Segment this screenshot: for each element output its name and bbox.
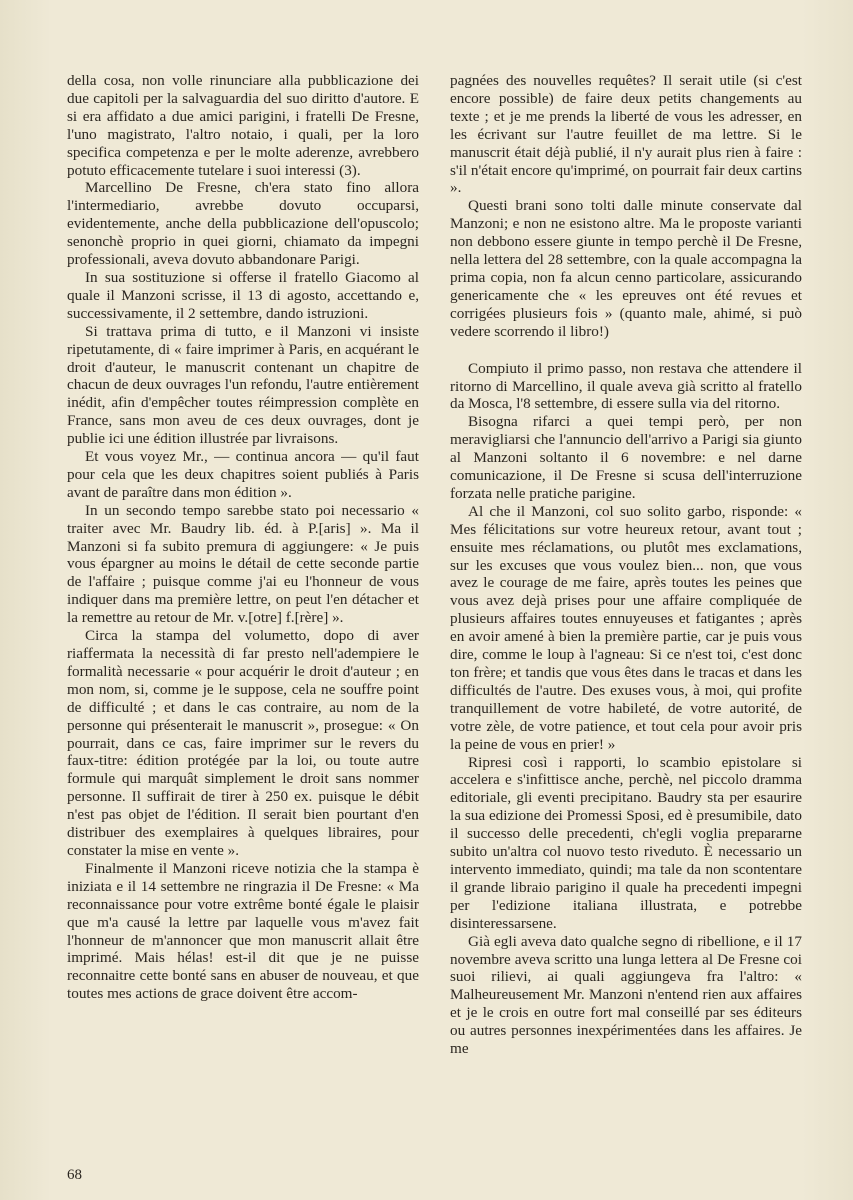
page-number: 68 — [67, 1167, 82, 1183]
paragraph: della cosa, non volle rinunciare alla pubblicazione dei due capitoli per la salvaguardia del suo diritto d'autore. E si era affidato a due amici parigini, i fratelli De Fresne, l'uno magistrato, l'altro notaio, i quali, per la loro specifica competenza e per le molte aderenze, avrebbero potuto efficacemente tutelare i suoi interessi (3). — [67, 72, 419, 179]
paragraph: Ripresi così i rapporti, lo scambio epistolare si accelera e s'infittisce anche, perchè, nel piccolo dramma editoriale, gli eventi precipitano. Baudry sta per esaurire la sua edizione dei Promessi Sposi, ed è presumibile, dato il successo delle precedenti, ch'egli voglia prepararne subito un'altra col nuovo testo riveduto. È necessario un intervento immediato, quindi; ma tale da non scontentare il grande libraio parigino il quale ha precedenti impegni per l'edizione italiana illustrata, e potrebbe disinteressarsene. — [450, 753, 802, 932]
paragraph: Finalmente il Manzoni riceve notizia che la stampa è iniziata e il 14 settembre ne ringrazia il De Fresne: « Ma reconnaissance pour votre extrême bonté égale le plaisir que m'a causé la lettre par laquelle vous m'avez fait l'honneur de m'annoncer que mon manuscrit allait être imprimé. Mais hélas! est-il dit que je ne puisse reconnaitre cette bonté sans en abuser de nouveau, et que toutes mes actions de grace doivent être accom- — [67, 859, 419, 1003]
paragraph: Bisogna rifarci a quei tempi però, per non meravigliarsi che l'annuncio dell'arrivo a Parigi sia giunto al Manzoni soltanto il 6 novembre: e nel darne comunicazione, il De Fresne si scusa dell'interruzione forzata nelle pratiche parigine. — [450, 413, 802, 502]
paragraph: Questi brani sono tolti dalle minute conservate dal Manzoni; e non ne esistono altre. Ma le proposte varianti non debbono essere giunte in tempo perchè il De Fresne, nella lettera del 28 settembre, con la quale accompagna la prima copia, non fa alcun cenno particolare, assicurando genericamente che « les epreuves ont été revues et corrigées plusieurs fois » (quanto male, ahimé, si può vedere scorrendo il libro!) — [450, 197, 802, 340]
paragraph: Già egli aveva dato qualche segno di ribellione, e il 17 novembre aveva scritto una lunga lettera al De Fresne coi suoi rilievi, ai quali aggiungeva fra l'altro: « Malheureusement Mr. Manzoni n'entend rien aux affaires et je le crois en outre fort mal conseillé par ses éditeurs ou autres personnes inexpérimentées dans les affaires. Je me — [450, 932, 802, 1058]
paragraph: Marcellino De Fresne, ch'era stato fino allora l'intermediario, avrebbe dovuto occuparsi, evidentemente, anche della pubblicazione dell'opuscolo; senonchè proprio in quei giorni, chiamato da impegni professionali, aveva dovuto abbandonare Parigi. — [67, 179, 419, 269]
paragraph: In un secondo tempo sarebbe stato poi necessario « traiter avec Mr. Baudry lib. éd. à P.[aris] ». Ma il Manzoni si fa subito premura di aggiungere: « Je puis vous épargner au moins le détail de cette seconde partie de l'affaire ; puisque comme j'ai eu l'honneur de vous indiquer dans ma première lettre, on peut l'en détacher et la remettre au retour de Mr. v.[otre] f.[rère] ». — [67, 501, 419, 627]
left-text-column — [67, 72, 419, 1003]
paragraph: pagnées des nouvelles requêtes? Il serait utile (si c'est encore possible) de faire deux petits changements au texte ; et je me prends la liberté de vous les adresser, en les écrivant sur l'autre feuillet de ma lettre. Si le manuscrit était déjà publié, il n'y aurait plus rien à faire : s'il n'était encore qu'imprimé, on pourrait fair deux cartins ». — [450, 72, 802, 197]
paragraph: Al che il Manzoni, col suo solito garbo, risponde: « Mes félicitations sur votre heureux retour, avant tout ; ensuite mes réclamations, ou plutôt mes exclamations, sur les excuses que vous voulez bien... non, que vous avez le courage de me faire, après toutes les peines que vous avez dejà prises pour une affaire compliquée de plusieurs affaires toutes ennuyeuses et fatigantes ; après en avoir amené à bien la première partie, car je puis vous dire, comme le loup à l'agneau: Si ce n'est toi, c'est donc ton frère; et tandis que vous êtes dans le tracas et dans les difficultés de l'autre. Des exuses vous, à moi, qui profite tranquillement de votre habileté, de votre autorité, de votre zèle, de votre patience, et tout cela pour avoir pris la peine de vous en prier! » — [450, 502, 802, 753]
paragraph: In sua sostituzione si offerse il fratello Giacomo al quale il Manzoni scrisse, il 13 di agosto, accettando e, successivamente, il 2 settembre, dando istruzioni. — [67, 268, 419, 322]
paragraph: Et vous voyez Mr., — continua ancora — qu'il faut pour cela que les deux chapitres soient publiés à Paris avant de paraître dans mon édition ». — [67, 448, 419, 501]
paragraph: Si trattava prima di tutto, e il Manzoni vi insiste ripetutamente, di « faire imprimer à Paris, en acquérant le droit d'auteur, le manuscrit contenant un chapitre de chacun de deux ouvrages l'un refondu, l'autre entièrement inédit, afin d'empêcher toutes réimpression complète en France, sans mon aveu de ces deux ouvrages, dont je publie ici une édition illustrée par livraisons. — [67, 322, 419, 448]
paragraph: Circa la stampa del volumetto, dopo di aver riaffermata la necessità di far presto nell'adempiere le formalità necessarie « pour acquérir le droit d'auteur ; en mon nom, si, comme je le suppose, cela ne souffre point de difficulté ; et dans le cas contraire, au nom de la personne qui présenterait le manuscrit », prosegue: « On pourrait, dans ce cas, faire imprimer sur le revers du faux-titre: édition protégée par la loi, ou toute autre formule qui marquât simplement le droit sans nommer personne. Il suffirait de tirer à 250 ex. puisque le débit n'est pas objet de l'édition. Il serait bien pourtant d'en distribuer des exemplaires à quelques libraires, pour constater la mise en vente ». — [67, 627, 419, 859]
right-text-column — [450, 72, 802, 1058]
paragraph: Compiuto il primo passo, non restava che attendere il ritorno di Marcellino, il quale aveva già scritto al fratello da Mosca, l'8 settembre, di essere sulla via del ritorno. — [450, 359, 802, 413]
